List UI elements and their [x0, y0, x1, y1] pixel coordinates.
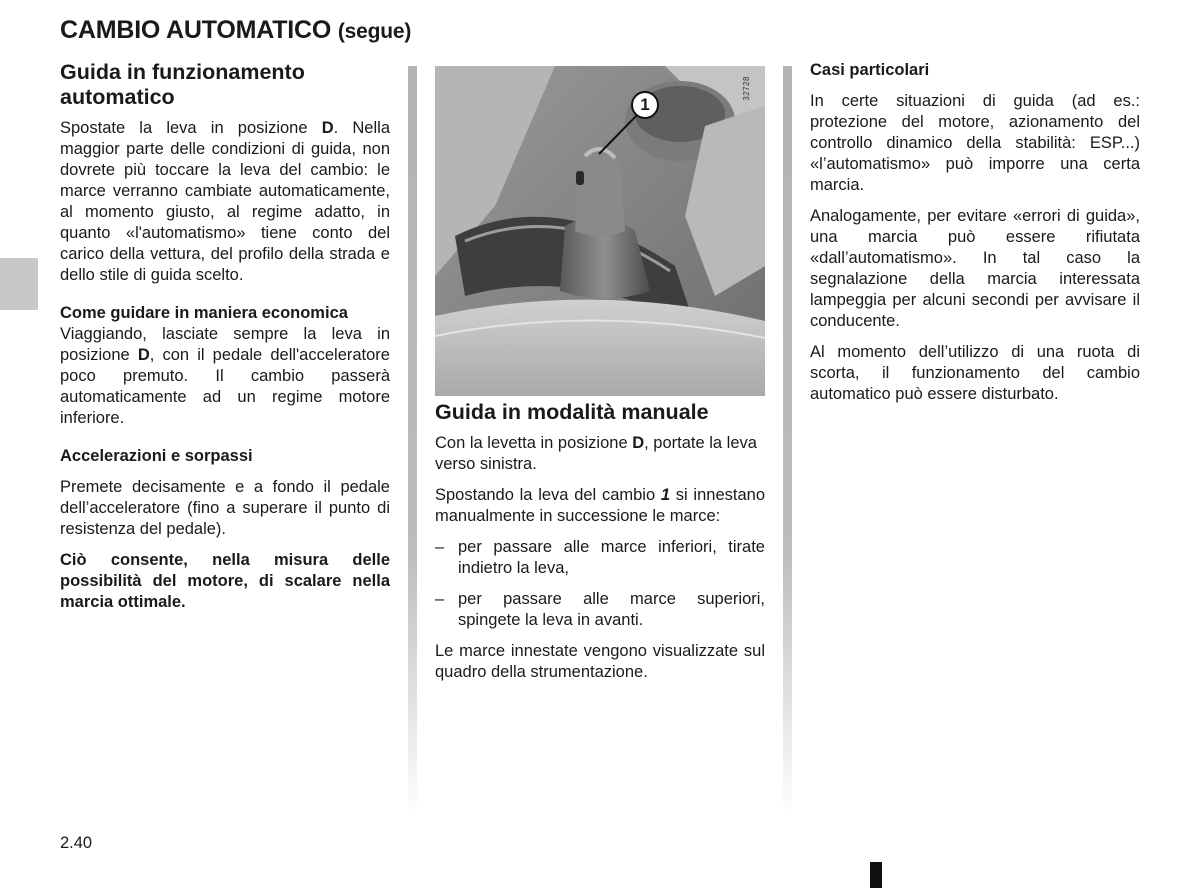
column-divider-left [408, 66, 417, 816]
economic-paragraph: Viaggiando, lasciate sempre la leva in posizione D, con il pedale dell'acceleratore poco premuto. Il cambio passerà automaticamente ad un regime motore inferiore. [60, 325, 390, 427]
acceleration-paragraph: Premete decisamente e a fondo il pedale dell’acceleratore (fino a superare il punto di resistenza del pedale). [60, 478, 390, 538]
callout-marker: 1 [631, 91, 659, 119]
list-item: – per passare alle marce superiori, spingete la leva in avanti. [435, 590, 765, 629]
manual-paragraph-2: Spostando la leva del cambio 1 si innestano manualmente in successione le marce: [435, 486, 765, 525]
acceleration-note: Ciò consente, nella misura delle possibilità del motore, di scalare nella marcia ottimale. [60, 551, 390, 611]
list-item: – per passare alle marce inferiori, tirate indietro la leva, [435, 538, 765, 577]
title-main: CAMBIO AUTOMATICO [60, 16, 332, 44]
subheading-economic: Come guidare in maniera economica [60, 304, 348, 322]
title-suffix: (segue) [337, 20, 412, 43]
manual-paragraph-3: Le marce innestate vengono visualizzate sul quadro della strumentazione. [435, 642, 765, 681]
column-divider-right [783, 66, 792, 816]
page-title [60, 16, 411, 45]
page-number: 2.40 [60, 834, 93, 852]
column-manual [435, 66, 765, 693]
section-heading-automatic: Guida in funzionamento automatico [60, 60, 305, 109]
section-heading-manual: Guida in modalità manuale [435, 400, 709, 424]
subheading-special-cases: Casi particolari [810, 61, 930, 79]
section-tab [0, 258, 38, 310]
shift-instructions-list [435, 537, 765, 631]
special-paragraph-1: In certe situazioni di guida (ad es.: protezione del motore, azionamento del controllo dinamico della stabilità: ESP...) «l’automatismo» può imporre una certa marcia. [810, 92, 1140, 194]
column-automatic [60, 60, 390, 623]
manual-paragraph-1: Con la levetta in posizione D, portate la leva verso sinistra. [435, 434, 757, 473]
column-special-cases [810, 60, 1140, 415]
gear-lever-photo [435, 66, 765, 396]
intro-paragraph: Spostate la leva in posizione D. Nella maggior parte delle condizioni di guida, non dovrete più toccare la leva del cambio: le marce verranno cambiate automaticamente, al momento giusto, al regime adatto, in quanto «l'automatismo» tiene conto del carico della vettura, del profilo della strada e dello stile di guida scelto. [60, 119, 390, 284]
page-edge-marker [870, 862, 882, 888]
special-paragraph-2: Analogamente, per evitare «errori di guida», una marcia può essere rifiutata «dall’automatismo». In tal caso la segnalazione della marcia interessata lampeggia per alcuni secondi per avvisare il conducente. [810, 207, 1140, 330]
photo-reference-code: 32728 [742, 76, 751, 101]
gear-lever-illustration [435, 66, 765, 396]
subheading-acceleration: Accelerazioni e sorpassi [60, 447, 253, 465]
special-paragraph-3: Al momento dell’utilizzo di una ruota di scorta, il funzionamento del cambio automatico può essere disturbato. [810, 343, 1140, 403]
